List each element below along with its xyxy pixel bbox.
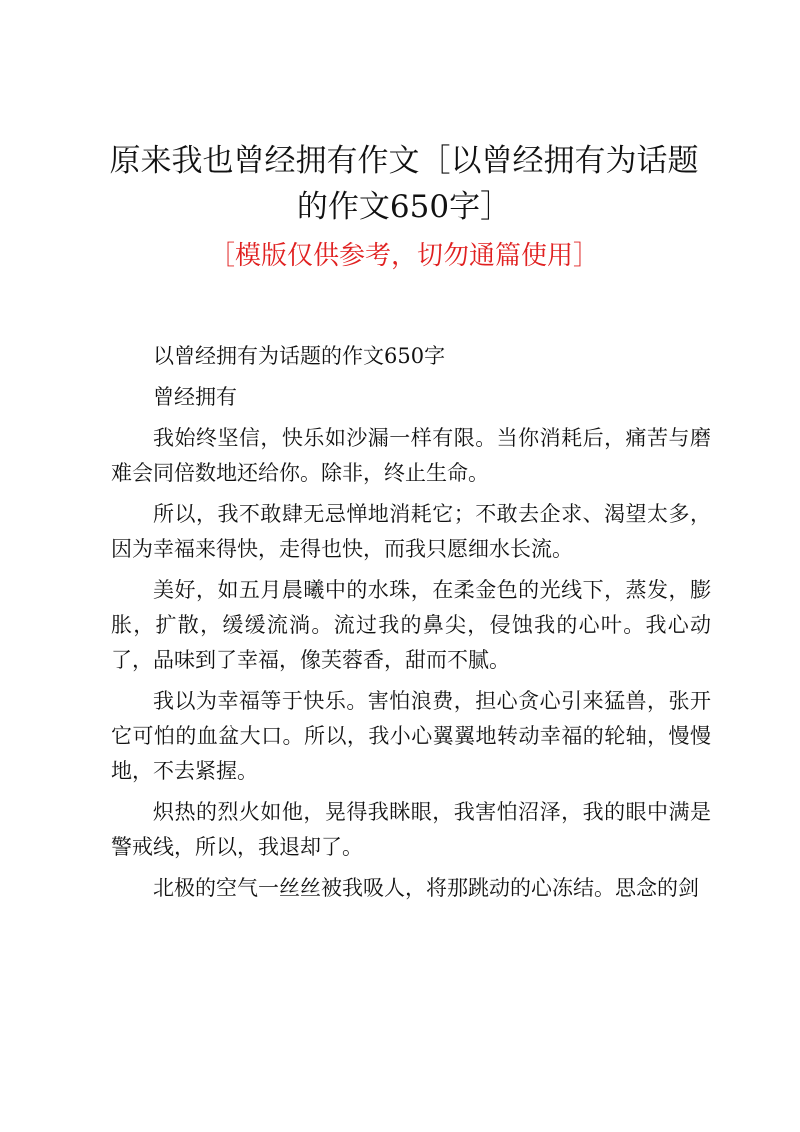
paragraph: 炽热的烈火如他，晃得我眯眼，我害怕沼泽，我的眼中满是警戒线，所以，我退却了。 <box>111 800 711 859</box>
document-title: 原来我也曾经拥有作文［以曾经拥有为话题的作文650字］ <box>109 143 699 225</box>
paragraph: 我以为幸福等于快乐。害怕浪费，担心贪心引来猛兽，张开它可怕的血盆大口。所以，我小心翼翼地转动幸福的轮轴，慢慢地，不去紧握。 <box>111 689 711 783</box>
paragraph: 所以，我不敢肆无忌惮地消耗它；不敢去企求、渴望太多，因为幸福来得快，走得也快，而我只愿细水长流。 <box>111 502 711 561</box>
paragraph-subtitle: 以曾经拥有为话题的作文650字 <box>153 344 446 368</box>
paragraph: 北极的空气一丝丝被我吸人，将那跳动的心冻结。思念的剑 <box>153 876 699 900</box>
paragraph-heading: 曾经拥有 <box>153 385 237 409</box>
document-body <box>111 339 711 912</box>
paragraph: 美好，如五月晨曦中的水珠，在柔金色的光线下，蒸发，膨胀，扩散，缓缓流淌。流过我的鼻尖，侵蚀我的心叶。我心动了，品味到了幸福，像芙蓉香，甜而不腻。 <box>111 578 711 672</box>
template-notice: ［模版仅供参考，切勿通篇使用］ <box>208 241 599 271</box>
paragraph: 我始终坚信，快乐如沙漏一样有限。当你消耗后，痛苦与磨难会同倍数地还给你。除非，终止生命。 <box>111 426 711 485</box>
